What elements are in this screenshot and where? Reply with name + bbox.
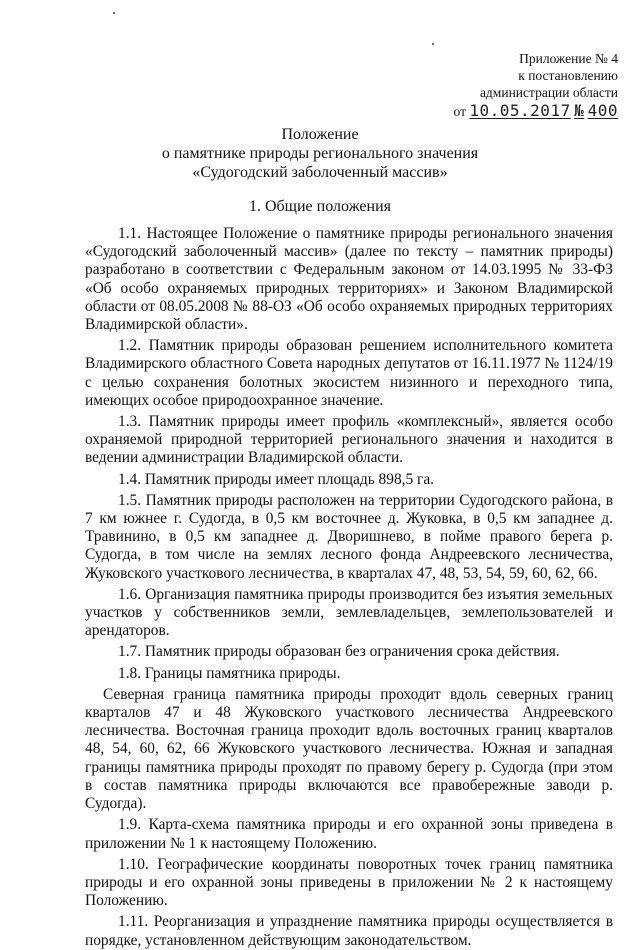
paragraph-1-3: 1.3. Памятник природы имеет профиль «комплексный», является особо охраняемой природной территорией регионального значения и находится в ведении администрации Владимирской области. xyxy=(85,413,613,467)
paragraph-1-9: 1.9. Карта-схема памятника природы и его охранной зоны приведена в приложении № 1 к настоящему Положению. xyxy=(85,816,613,852)
appendix-line-2: к постановлению xyxy=(518,68,618,83)
paragraph-1-2: 1.2. Памятник природы образован решением исполнительного комитета Владимирского областного Совета народных депутатов от 16.11.1977 № 1124/19 с целью сохранения болотных экосистем низинного и переходного типа, имеющих особое природоохранное значение. xyxy=(85,337,613,409)
appendix-line-1: Приложение № 4 xyxy=(519,51,618,66)
appendix-line-3: администрации области xyxy=(479,85,618,100)
paragraph-1-11: 1.11. Реорганизация и упразднение памятника природы осуществляется в порядке, установленном действующим законодательством. xyxy=(85,913,613,949)
document-title xyxy=(0,125,640,182)
title-line-2: о памятнике природы регионального значения xyxy=(161,145,479,162)
appendix-date-line xyxy=(454,102,618,120)
paragraph-1-1: 1.1. Настоящее Положение о памятнике природы регионального значения «Судогодский заболоченный массив» (далее по тексту – памятник природы) разработано в соответствии с Федеральным законом от 14.03.1995 № 33-ФЗ «Об особо охраняемых природных территориях» и Законом Владимирской области от 08.05.2008 № 88-ОЗ «Об особо охраняемых природных территориях Владимирской области». xyxy=(85,225,613,334)
title-line-3: «Судогодский заболоченный массив» xyxy=(192,164,448,181)
paragraph-boundaries: Северная граница памятника природы проходит вдоль северных границ кварталов 47 и 48 Жуковского участкового лесничества Андреевского лесничества. Восточная граница проходит вдоль восточных границ кварталов 48, 54, 60, 62, 66 Жуковского участкового лесничества. Южная и западная границы памятника природы проходят по правому берегу р. Судогда (при этом в состав памятника природы включаются все правобережные заводи р. Судогда). xyxy=(85,685,613,813)
appendix-from-prefix: от xyxy=(453,104,466,119)
paragraph-1-8: 1.8. Границы памятника природы. xyxy=(118,664,341,682)
appendix-number: 400 xyxy=(587,101,618,120)
paragraph-1-7: 1.7. Памятник природы образован без ограничения срока действия. xyxy=(118,643,560,661)
section-heading: 1. Общие положения xyxy=(248,198,392,215)
scan-speck xyxy=(113,12,115,14)
appendix-number-sign: № xyxy=(574,101,585,120)
appendix-date: 10.05.2017 xyxy=(469,101,571,120)
title-line-1: Положение xyxy=(281,126,359,143)
paragraph-1-5: 1.5. Памятник природы расположен на территории Судогодского района, в 7 км южнее г. Судогда, в 0,5 км восточнее д. Жуковка, в 0,5 км западнее д. Травинино, в 0,5 км западнее д. Дворишнево, в пойме правого берега р. Судогда, в том числе на землях лесного фонда Андреевского лесничества, Жуковского участкового лесничества, в кварталах 47, 48, 53, 54, 59, 60, 62, 66. xyxy=(85,491,613,582)
appendix-header xyxy=(454,50,618,120)
paragraph-1-4: 1.4. Памятник природы имеет площадь 898,5 га. xyxy=(118,470,435,488)
paragraph-1-6: 1.6. Организация памятника природы производится без изъятия земельных участков у собственников земли, землевладельцев, землепользователей и арендаторов. xyxy=(85,585,613,640)
document-body xyxy=(85,225,613,950)
paragraph-1-10: 1.10. Географические координаты поворотных точек границ памятника природы и его охранной зоны приведены в приложении № 2 к настоящему Положению. xyxy=(85,855,613,910)
scan-speck xyxy=(432,43,434,45)
